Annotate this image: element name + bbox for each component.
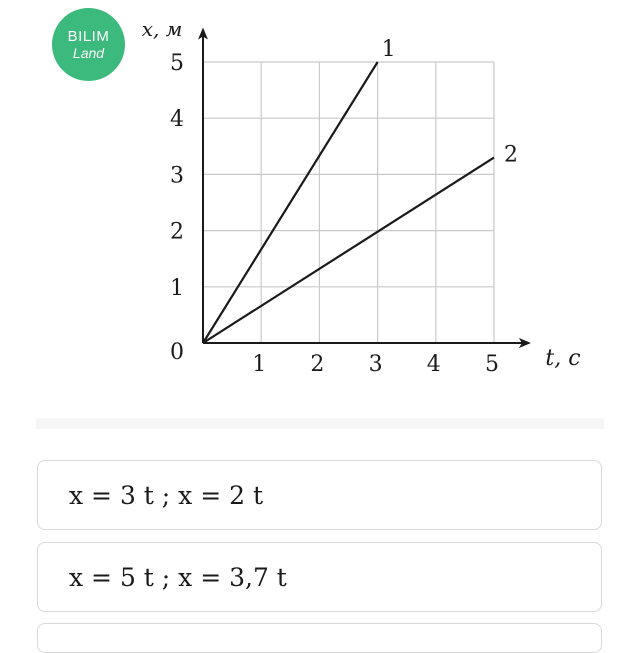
answer-option-2[interactable] (37, 542, 602, 612)
y-tick-label-1: 1 (170, 275, 184, 301)
y-tick-label-0: 0 (170, 340, 184, 365)
series-label-2: 2 (504, 142, 518, 168)
x-tick-label-4: 4 (426, 352, 441, 377)
x-tick-label-1: 1 (252, 352, 267, 377)
series-label-1: 1 (381, 37, 396, 62)
x-axis-label: t, с (545, 346, 581, 371)
x-tick-label-5: 5 (485, 352, 499, 377)
answer-option-3[interactable] (37, 623, 602, 653)
y-tick-label-3: 3 (170, 163, 184, 189)
logo-text-line1: BILIM (67, 27, 110, 45)
logo-text-line2: Land (72, 44, 105, 61)
section-divider (36, 418, 604, 429)
series-line-2 (203, 158, 494, 343)
answer-option-2-text: x = 5 t ; x = 3,7 t (69, 562, 287, 592)
answer-option-1-text: x = 3 t ; x = 2 t (69, 480, 263, 510)
y-tick-label-5: 5 (170, 51, 184, 76)
y-axis-label: x, м (141, 17, 183, 41)
y-tick-label-2: 2 (170, 219, 184, 245)
x-tick-label-2: 2 (310, 352, 325, 377)
series-line-1 (203, 62, 378, 343)
answer-option-1[interactable] (37, 460, 602, 530)
x-tick-label-3: 3 (368, 352, 383, 377)
y-tick-label-4: 4 (170, 107, 184, 133)
